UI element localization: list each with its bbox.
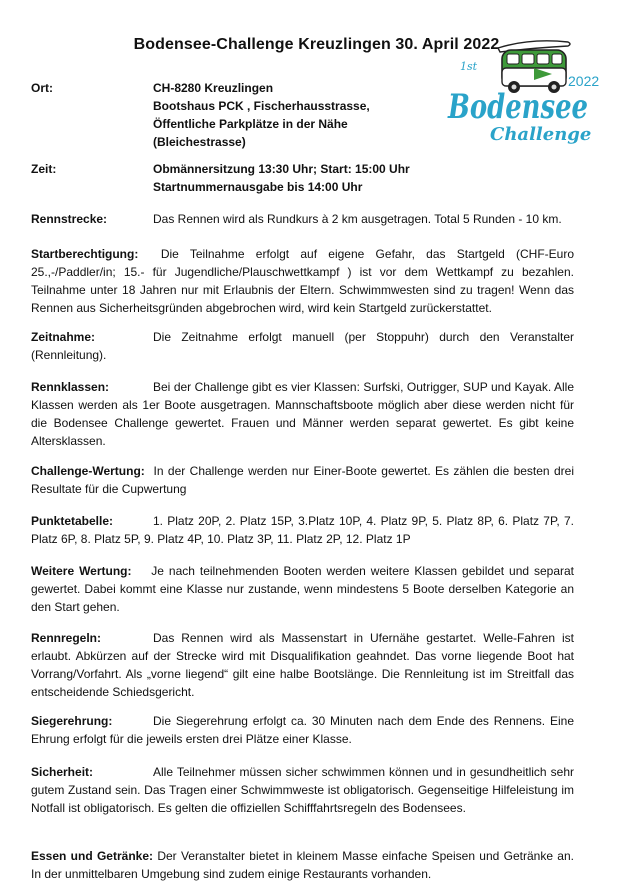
svg-text:1st: 1st (460, 60, 478, 73)
section-text: Je nach teilnehmenden Booten werden weitere Klassen gebildet und separat gewertet. Dabei kommt eine Klasse nur zustande, wenn mindestens 5 Boote derselben Kategorie an den Start gehen. (31, 564, 575, 614)
document-title: Bodensee-Challenge Kreuzlingen 30. April 2022 (133, 36, 500, 53)
section-text: Das Rennen wird als Rundkurs à 2 km ausgetragen. Total 5 Runden - 10 km. (153, 212, 562, 226)
section-heading: Zeitnahme: (31, 330, 96, 344)
section-startberechtigung (31, 245, 574, 317)
section-text: 1. Platz 20P, 2. Platz 15P, 3.Platz 10P, 4. Platz 9P, 5. Platz 8P, 6. Platz 7P, 7. Platz 6P, 8. Platz 5P, 9. Platz 4P, 10. Platz 3P, 11. Platz 2P, 12. Platz 1P (31, 514, 574, 546)
section-text: Bei der Challenge gibt es vier Klassen: Surfski, Outrigger, SUP und Kayak. Alle Klassen werden als 1er Boote ausgetragen. Mannschaftsboote möglich aber diese werden nicht für die Bodensee Challenge gewertet. Frauen und Männer werden separat gewertet. Es gibt keine Altersklassen. (31, 380, 574, 448)
zeit-line: Startnummernausgabe bis 14:00 Uhr (153, 180, 363, 194)
ort-block (31, 79, 577, 151)
zeit-block (31, 160, 577, 196)
section-text: Die Zeitnahme erfolgt manuell (per Stoppuhr) durch den Veranstalter (Rennleitung). (31, 330, 574, 362)
section-heading: Essen und Getränke: (31, 849, 153, 863)
logo-word-bodensee: Bodensee (447, 87, 588, 127)
section-text: Die Siegerehrung erfolgt ca. 30 Minuten nach dem Ende des Rennens. Eine Ehrung erfolgt für die jeweils ersten drei Plätze einer Klasse. (31, 714, 574, 746)
section-zeitnahme (31, 328, 574, 364)
section-text: Alle Teilnehmer müssen sicher schwimmen können und in gesundheitlich sehr gutem Zustand sein. Das Tragen einer Schwimmweste ist obligatorisch. Gegenseitige Hilfeleistung im Notfall ist obligatorisch. Es gelten die offiziellen Schifffahrtsregeln des Bodensees. (31, 765, 574, 815)
logo-word-challenge: Challenge (490, 124, 592, 145)
section-text: In der Challenge werden nur Einer-Boote gewertet. Es zählen die besten drei Resultate für die Cupwertung (31, 464, 574, 496)
section-heading: Challenge-Wertung: (31, 464, 145, 478)
ort-line: CH-8280 Kreuzlingen (153, 81, 274, 95)
section-challenge-wertung (31, 462, 574, 498)
zeit-line: Obmännersitzung 13:30 Uhr; Start: 15:00 Uhr (153, 162, 410, 176)
ort-line: Öffentliche Parkplätze in der Nähe (153, 117, 348, 131)
section-rennregeln (31, 629, 574, 701)
section-heading: Rennklassen: (31, 380, 110, 394)
section-punktetabelle (31, 512, 574, 548)
section-essen-getraenke (31, 847, 574, 883)
ort-line: (Bleichestrasse) (153, 135, 246, 149)
section-siegerehrung (31, 712, 574, 748)
section-sicherheit (31, 763, 574, 817)
zeit-lines (153, 160, 410, 196)
section-text: Der Veranstalter bietet in kleinem Masse einfache Speisen und Getränke an. In der unmittelbaren Umgebung sind zudem einige Restaurants vorhanden. (31, 849, 574, 881)
zeit-label: Zeit: (31, 162, 57, 176)
section-rennstrecke (31, 210, 574, 228)
section-weitere-wertung (31, 562, 574, 616)
ort-lines (153, 79, 370, 151)
section-heading: Startberechtigung: (31, 247, 139, 261)
section-heading: Weitere Wertung: (31, 564, 132, 578)
ort-label: Ort: (31, 81, 53, 95)
section-heading: Sicherheit: (31, 765, 94, 779)
ort-line: Bootshaus PCK , Fischerhausstrasse, (153, 99, 370, 113)
logo-year: 2022 (568, 73, 600, 89)
section-heading: Siegerehrung: (31, 714, 113, 728)
section-heading: Rennregeln: (31, 631, 102, 645)
section-rennklassen (31, 378, 574, 450)
section-heading: Punktetabelle: (31, 514, 114, 528)
section-heading: Rennstrecke: (31, 212, 108, 226)
section-text: Das Rennen wird als Massenstart in Ufernähe gestartet. Welle-Fahren ist erlaubt. Abkürzen auf der Strecke wird mit Disqualifikation geahndet. Das vorne liegende Boot hat Vorrang/Vorfahrt. Als „vorne liegend“ gilt eine halbe Bootslänge. Die Rennleitung ist im Streitfall das entscheidende Schiedsgericht. (31, 631, 574, 699)
section-text: Die Teilnahme erfolgt auf eigene Gefahr, das Startgeld (CHF-Euro 25.,-/Paddler/in; 15.- für Jugendliche/Plauschwettkampf ) ist vor dem Wettkampf zu bezahlen. Teilnahme unter 18 Jahren nur mit Erlaubnis der Eltern. Schwimmwesten sind zu tragen! Wenn das Rennen aus Sicherheitsgründen abgebrochen wird, wird kein Startgeld zurückerstattet. (31, 247, 575, 315)
